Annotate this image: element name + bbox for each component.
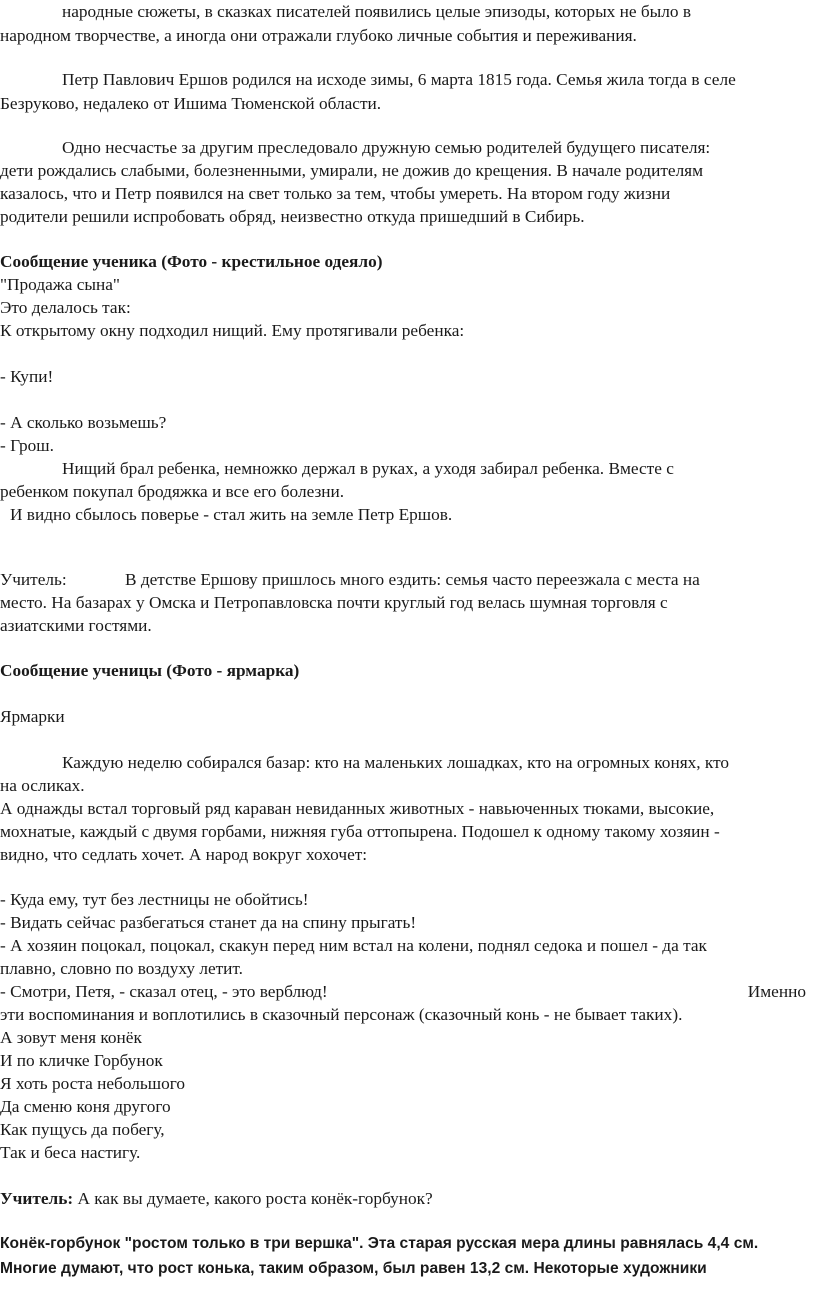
text-line: родители решили испробовать обряд, неизвестно откуда пришедший в Сибирь.: [0, 207, 585, 226]
text-line: азиатскими гостями.: [0, 616, 152, 635]
answer-line: Конёк-горбунок "ростом только в три вершка". Эта старая русская мера длины равнялась 4,4 см.: [0, 1235, 759, 1252]
text-line: дети рождались слабыми, болезненными, умирали, не дожив до крещения. В начале родителям: [0, 161, 704, 180]
poem-line: Я хоть роста небольшого: [0, 1074, 186, 1093]
text-line: казалось, что и Петр появился на свет только за тем, чтобы умереть. На втором году жизни: [0, 184, 671, 203]
dialogue-line: - Купи!: [0, 367, 54, 386]
text-line: ребенком покупал бродяжка и все его болезни.: [0, 482, 345, 501]
text-line: Безруково, недалеко от Ишима Тюменской области.: [0, 94, 382, 113]
text-line: Каждую неделю собирался базар: кто на маленьких лошадках, кто на огромных конях, кто: [62, 753, 730, 772]
text-line: А однажды встал торговый ряд караван невиданных животных - навьюченных тюками, высокие,: [0, 799, 715, 818]
dialogue-line: - Смотри, Петя, - сказал отец, - это верблюд!: [0, 982, 328, 1001]
text-line: К открытому окну подходил нищий. Ему протягивали ребенка:: [0, 321, 465, 340]
dialogue-line: - Куда ему, тут без лестницы не обойтись!: [0, 890, 309, 909]
section-heading: Сообщение ученицы (Фото - ярмарка): [0, 661, 300, 680]
text-line: мохнатые, каждый с двумя горбами, нижняя губа оттопырена. Подошел к одному такому хозяин -: [0, 822, 720, 841]
teacher-question: [0, 1188, 433, 1210]
teacher-label: Учитель:: [0, 570, 67, 589]
question-text: А как вы думаете, какого роста конёк-горбунок?: [73, 1189, 433, 1208]
dialogue-line: - Видать сейчас разбегаться станет да на спину прыгать!: [0, 913, 417, 932]
answer-line: Многие думают, что рост конька, таким образом, был равен 13,2 см. Некоторые художники: [0, 1260, 707, 1277]
teacher-label: Учитель:: [0, 1189, 74, 1208]
text-line: народные сюжеты, в сказках писателей появились целые эпизоды, которых не было в: [62, 2, 692, 21]
section-heading: Сообщение ученика (Фото - крестильное одеяло): [0, 252, 383, 271]
text-line: Это делалось так:: [0, 298, 131, 317]
dialogue-line: - А сколько возьмешь?: [0, 413, 167, 432]
poem-line: И по кличке Горбунок: [0, 1051, 163, 1070]
poem-line: Так и беса настигу.: [0, 1143, 141, 1162]
text-line: И видно сбылось поверье - стал жить на земле Петр Ершов.: [10, 505, 453, 524]
text-line: народном творчестве, а иногда они отражали глубоко личные события и переживания.: [0, 26, 637, 45]
section-title: Ярмарки: [0, 707, 65, 726]
text-line: Одно несчастье за другим преследовало дружную семью родителей будущего писателя:: [62, 138, 711, 157]
text-line: место. На базарах у Омска и Петропавловска почти круглый год велась шумная торговля с: [0, 593, 668, 612]
text-line: Петр Павлович Ершов родился на исходе зимы, 6 марта 1815 года. Семья жила тогда в селе: [62, 70, 736, 89]
text-line: эти воспоминания и воплотились в сказочный персонаж (сказочный конь - не бывает таких).: [0, 1005, 683, 1024]
dialogue-line: - А хозяин поцокал, поцокал, скакун перед ним встал на колени, поднял седока и пошел - да так: [0, 936, 707, 955]
poem-line: А зовут меня конёк: [0, 1028, 142, 1047]
poem-line: Как пущусь да побегу,: [0, 1120, 165, 1139]
text-line: В детстве Ершову пришлось много ездить: семья часто переезжала с места на: [125, 570, 700, 589]
text-line: на осликах.: [0, 776, 85, 795]
dialogue-line: - Грош.: [0, 436, 54, 455]
text-line: Именно: [747, 982, 806, 1001]
text-line: плавно, словно по воздуху летит.: [0, 959, 243, 978]
poem-line: Да сменю коня другого: [0, 1097, 171, 1116]
text-line: Нищий брал ребенка, немножко держал в руках, а уходя забирал ребенка. Вместе с: [62, 459, 674, 478]
section-title: "Продажа сына": [0, 275, 120, 294]
text-line: видно, что седлать хочет. А народ вокруг хохочет:: [0, 845, 368, 864]
